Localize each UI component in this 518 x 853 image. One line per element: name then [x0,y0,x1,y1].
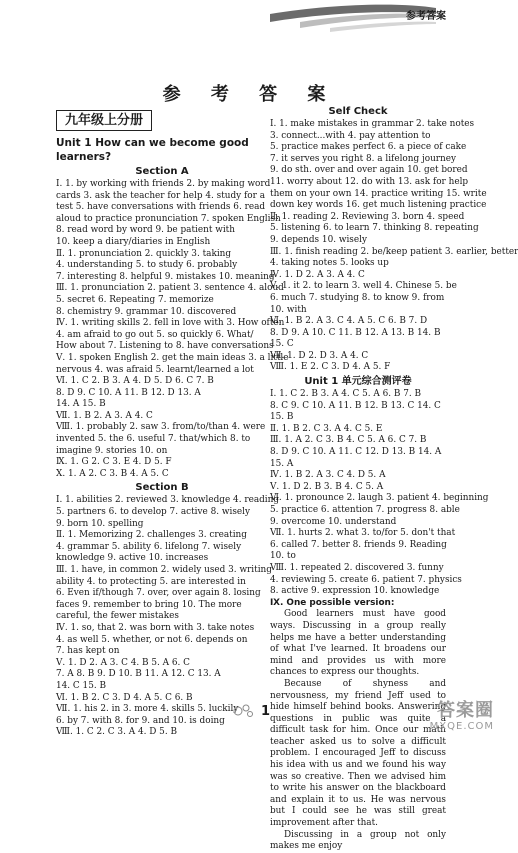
answer-line: Ⅱ. 1. pronunciation 2. quickly 3. taking [56,248,232,259]
answer-line: ability 4. to protecting 5. are interested in [56,576,246,587]
answer-line: 8. D 9. C 10. A 11. C 12. D 13. B 14. A [270,447,442,458]
answer-line: 4. taking notes 5. looks up [270,258,389,269]
answer-line: 5. secret 6. Repeating 7. memorize [56,294,214,305]
answer-line: Ⅰ. 1. C 2. B 3. A 4. C 5. A 6. B 7. B [270,389,422,400]
answer-line: 6. Even if/though 7. over, over again 8. losing [56,588,261,599]
answer-line: Ⅶ. 1. D 2. D 3. A 4. C [270,350,369,361]
answer-line: 15. C [270,339,294,350]
answer-line: Ⅲ. 1. A 2. C 3. B 4. C 5. A 6. C 7. B [270,435,427,446]
answer-line: Ⅴ. 1. it 2. to learn 3. well 4. Chinese 5. be [270,281,457,292]
answer-line: 14. C 15. B [56,680,107,691]
answer-line: Ⅲ. 1. pronunciation 2. patient 3. sentence 4. aloud [56,283,284,294]
essay-paragraph: Good learners must have good ways. Discussing in a group really helps me have a better understanding of what I've learned. It broadens our mind and provides us with more chances to express our thoughts. [270,609,446,678]
answer-line: Ⅷ. 1. E 2. C 3. D 4. A 5. F [270,362,391,373]
unit-title: Unit 1 How can we become good learners? [56,137,249,163]
answer-line: 7. it serves you right 8. a lifelong journey [270,153,457,164]
answer-line: Ⅳ. 1. B 2. A 3. C 4. D 5. A [270,470,386,481]
answer-line: 7. A 8. B 9. D 10. B 11. A 12. C 13. A [56,669,221,680]
flower-ornament-icon [230,702,256,720]
unit-test-heading: Unit 1 单元综合测评卷 [304,376,412,388]
answer-line: careful, the fewer mistakes [56,611,179,622]
answer-line: Ⅵ. 1. B 2. A 3. C 4. A 5. C 6. B 7. D [270,316,428,327]
answer-line: knowledge 9. active 10. increases [56,553,209,564]
section-b-heading: Section B [135,482,189,494]
answer-line: Ⅸ. 1. G 2. C 3. E 4. D 5. F [56,457,172,468]
self-check-answers [270,119,518,374]
answer-line: imagine 9. stories 10. on [56,445,168,456]
answer-line: 4. grammar 5. ability 6. lifelong 7. wisely [56,541,242,552]
answer-line: Ⅷ. 1. repeated 2. discovered 3. funny [270,562,444,573]
answer-line: Ⅶ. 1. hurts 2. what 3. to/for 5. don't that [270,528,456,539]
answer-line: 4. am afraid to go out 5. so quickly 6. What/ [56,329,254,340]
answer-line: 3. connect...with 4. pay attention to [270,130,431,141]
answer-line: Ⅳ. 1. writing skills 2. fell in love with 3. How often [56,318,285,329]
answer-line: 5. partners 6. to develop 7. active 8. wisely [56,507,250,518]
answer-line: 7. interesting 8. helpful 9. mistakes 10. meaning [56,271,275,282]
self-check-heading: Self Check [328,106,388,117]
answer-line: Ⅱ. 1. Memorizing 2. challenges 3. creating [56,530,247,541]
watermark [430,701,494,732]
answer-line: 9. born 10. spelling [56,518,144,529]
answer-line: 10. with [270,304,307,315]
section-a-heading: Section A [135,166,189,177]
watermark-logo: 答案圈 [437,700,494,721]
answer-line: 5. practice 6. attention 7. progress 8. able [270,505,460,515]
answer-line: Ⅵ. 1. C 2. B 3. A 4. D 5. D 6. C 7. B [56,376,214,387]
answer-line: 4. understanding 5. to study 6. probably [56,260,238,271]
answer-line: 8. D 9. A 10. C 11. B 12. A 13. B 14. B [270,327,441,338]
answer-line: How about 7. Listening to 8. have conversations [56,341,274,352]
answer-line: 10. to [270,551,296,562]
answer-line: 8. active 9. expression 10. knowledge [270,586,440,597]
answer-line: Ⅳ. 1. D 2. A 3. A 4. C [270,269,365,280]
page-header [0,2,500,58]
answer-line: Ⅲ. 1. have, in common 2. widely used 3. writing [56,565,272,575]
answer-line: 7. has kept on [56,646,120,657]
answer-line: 6. by 7. with 8. for 9. and 10. is doing [56,715,225,726]
grade-label: 九年级上分册 [56,110,152,131]
answer-line: Ⅱ. 1. B 2. C 3. A 4. C 5. E [270,423,383,434]
answer-line: 9. overcome 10. understand [270,516,397,527]
answer-line: 9. do sth. over and over again 10. get bored [270,165,468,176]
answer-line: Ⅱ. 1. reading 2. Reviewing 3. born 4. speed [270,211,465,222]
answer-line: test 5. have conversations with friends 6. read [56,202,266,213]
answer-line: 14. A 15. B [56,399,106,410]
page-number: 1 [261,704,271,719]
page-title: 参 考 答 案 [162,84,338,105]
answer-line: them on your own 14. practice writing 15. write [270,188,487,199]
answer-line: 9. depends 10. wisely [270,234,367,245]
answer-line: 6. called 7. better 8. friends 9. Reading [270,539,447,550]
essay-paragraph: Because of shyness and nervousness, my friend Jeff used to hide himself behind books. Answering questions in public was quite a difficult task for him. Once our math teacher asked us to solve a difficult problem. I encouraged Jeff to discuss his idea with us and we found his way was so creative. Then we advised him to write his answer on the blackboard and explain it to us. He was nervous but I could see he was still great improvement after that. [270,678,446,829]
watermark-url: MXQE.COM [429,721,494,732]
answer-line: Ⅷ. 1. probably 2. saw 3. from/to/than 4. were [56,422,266,433]
page-number-area [0,700,500,720]
answer-line: Ⅰ. 1. make mistakes in grammar 2. take notes [270,119,475,129]
answer-line: Ⅳ. 1. so, that 2. was born with 3. take notes [56,622,255,633]
header-label: 参考答案 [406,11,446,22]
answer-line: Ⅲ. 1. finish reading 2. be/keep patient 3. earlier, better [270,246,518,257]
answer-line: Ⅵ. 1. pronounce 2. laugh 3. patient 4. beginning [270,493,489,504]
answer-line: 10. keep a diary/diaries in English [56,236,211,247]
answer-line: 8. read word by word 9. be patient with [56,225,235,236]
answer-line: Ⅶ. 1. B 2. A 3. A 4. C [56,410,153,421]
answer-line: faces 9. remember to bring 10. The more [56,599,242,610]
answer-line: nervous 4. was afraid 5. learnt/learned a lot [56,364,254,375]
answer-line: aloud to practice pronunciation 7. spoken English [56,213,281,224]
essay-text [270,609,446,852]
answer-line: Ⅴ. 1. spoken English 2. get the main ideas 3. a little [56,352,289,363]
answer-line: 11. worry about 12. do with 13. ask for help [270,176,469,187]
answer-line: 4. as well 5. whether, or not 6. depends on [56,634,248,645]
answer-line: Ⅵ. 1. B 2. C 3. D 4. A 5. C 6. B [56,692,193,703]
answer-line: Ⅴ. 1. D 2. A 3. C 4. B 5. A 6. C [56,657,190,668]
answer-line: 5. practice makes perfect 6. a piece of cake [270,142,467,153]
answer-line: Ⅷ. 1. C 2. C 3. A 4. D 5. B [56,727,177,738]
answer-line: 15. A [270,458,294,469]
answer-line: Ⅶ. 1. his 2. in 3. more 4. skills 5. luckily [56,704,239,715]
answer-line: 4. reviewing 5. create 6. patient 7. physics [270,574,462,585]
answer-line: 5. listening 6. to learn 7. thinking 8. repeating [270,223,479,234]
answer-line: Ⅰ. 1. by working with friends 2. by making word [56,179,271,189]
answer-line: 6. much 7. studying 8. to know 9. from [270,292,445,303]
answer-line: down key words 16. get much listening practice [270,200,487,211]
answer-line: 15. B [270,412,294,423]
answer-line: 8. chemistry 9. grammar 10. discovered [56,306,237,317]
essay-paragraph: Discussing in a group not only makes me enjoy [270,829,446,852]
answer-line: Ⅴ. 1. D 2. B 3. B 4. C 5. A [270,481,384,492]
essay-heading: Ⅸ. One possible version: [270,597,395,608]
answer-line: Ⅹ. 1. A 2. C 3. B 4. A 5. C [56,468,169,479]
unit-test-answers [270,389,489,598]
answer-line: Ⅰ. 1. abilities 2. reviewed 3. knowledge 4. reading [56,495,280,506]
answer-line: 8. C 9. C 10. A 11. B 12. B 13. C 14. C [270,400,441,411]
answer-line: cards 3. ask the teacher for help 4. study for a [56,190,265,201]
answer-line: 8. D 9. C 10. A 11. B 12. D 13. A [56,387,201,398]
answer-line: invented 5. the 6. useful 7. that/which 8. to [56,434,251,445]
